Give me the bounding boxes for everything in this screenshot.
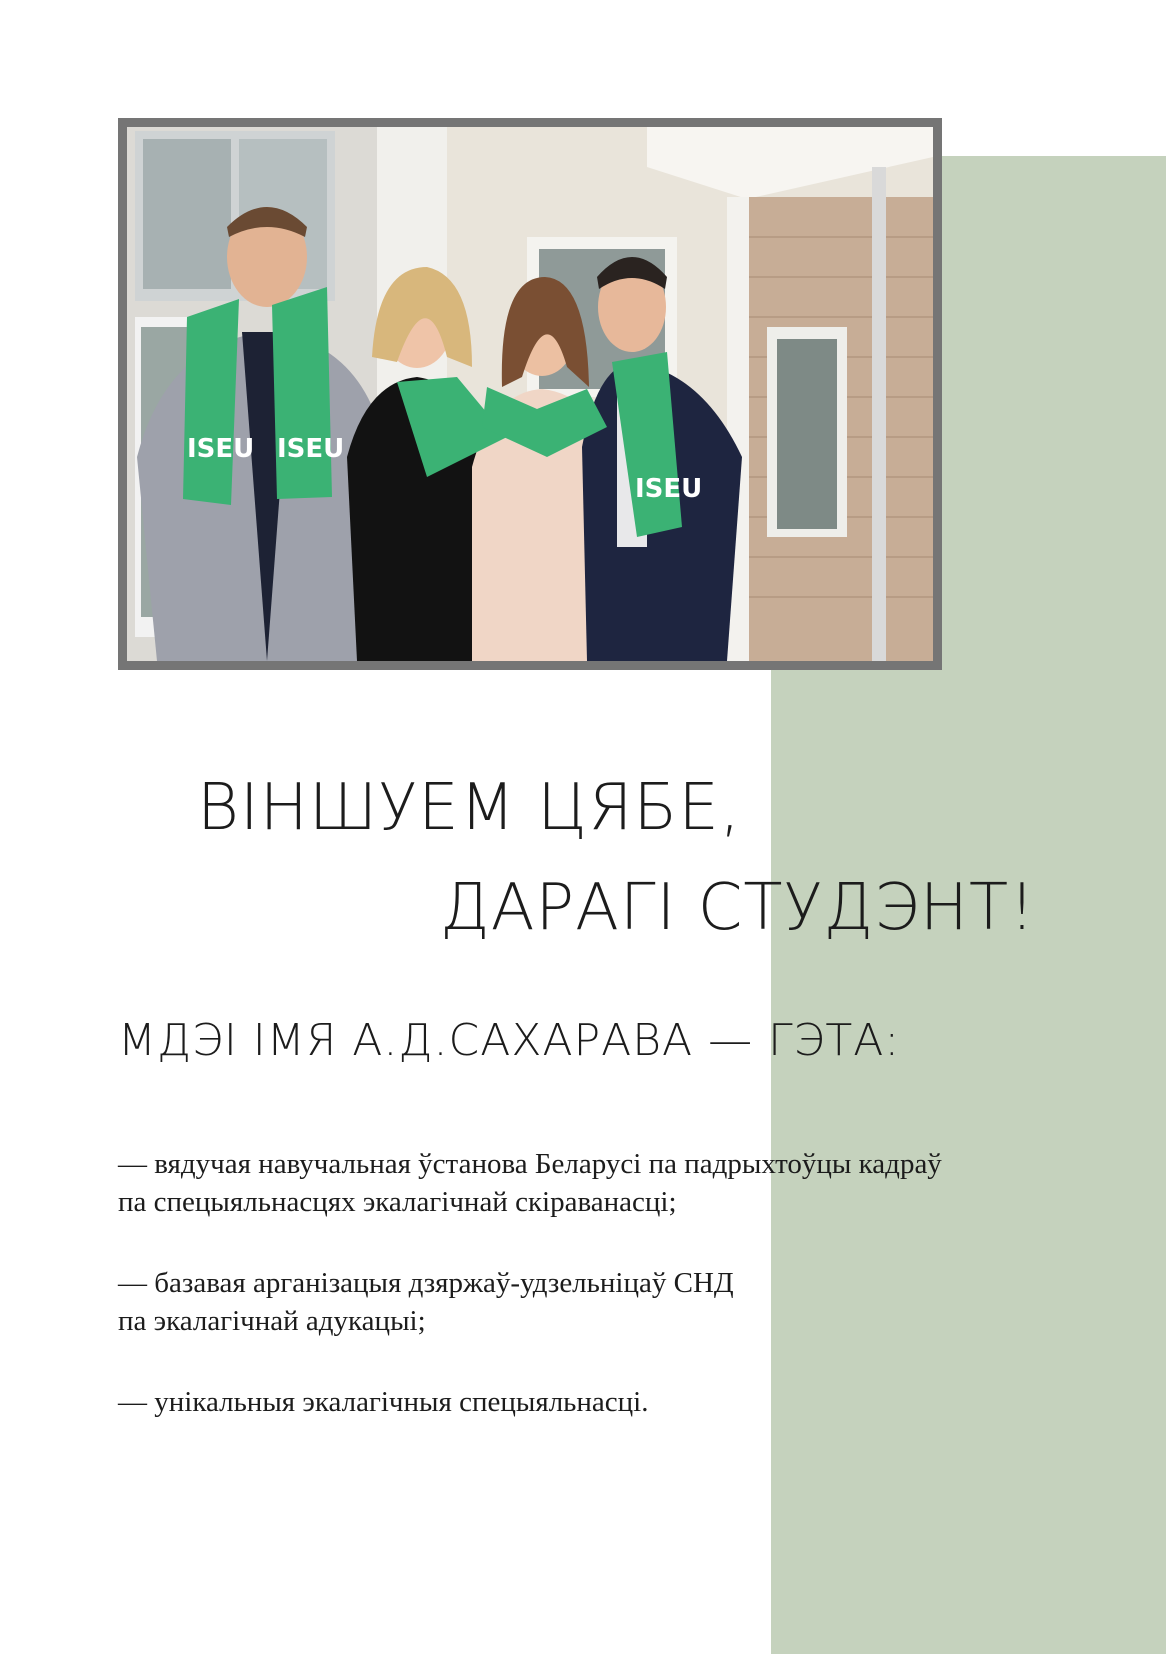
list-item-line: — унікальныя экалагічныя спецыяльнасці. [118,1386,649,1418]
list-item [118,1145,1118,1221]
group-photo-image [127,127,933,661]
list-item-line: па экалагічнай адукацыі; [118,1305,426,1337]
list-item-line: па спецыяльнасцях экалагічнай скіраванасці; [118,1186,677,1218]
group-photo [118,118,942,670]
scarf-logo-text: ISEU [277,434,345,464]
list-item [118,1383,1118,1421]
list-item-line: — вядучая навучальная ўстанова Беларусі па падрыхтоўцы кадраў [118,1148,942,1180]
subheading: МДЭІ ІМЯ А.Д.САХАРАВА — ГЭТА: [118,1015,901,1066]
list-item-line: — базавая арганізацыя дзяржаў-удзельніцаў СНД [118,1267,734,1299]
facts-list [118,1145,1118,1464]
headline-line-1: ВІНШУЕМ ЦЯБЕ, [197,771,742,845]
scarf-logo-text: ISEU [187,434,255,464]
scarf-logo-text: ISEU [635,474,703,504]
headline-line-2: ДАРАГІ СТУДЭНТ! [440,871,1036,945]
list-item [118,1264,1118,1340]
